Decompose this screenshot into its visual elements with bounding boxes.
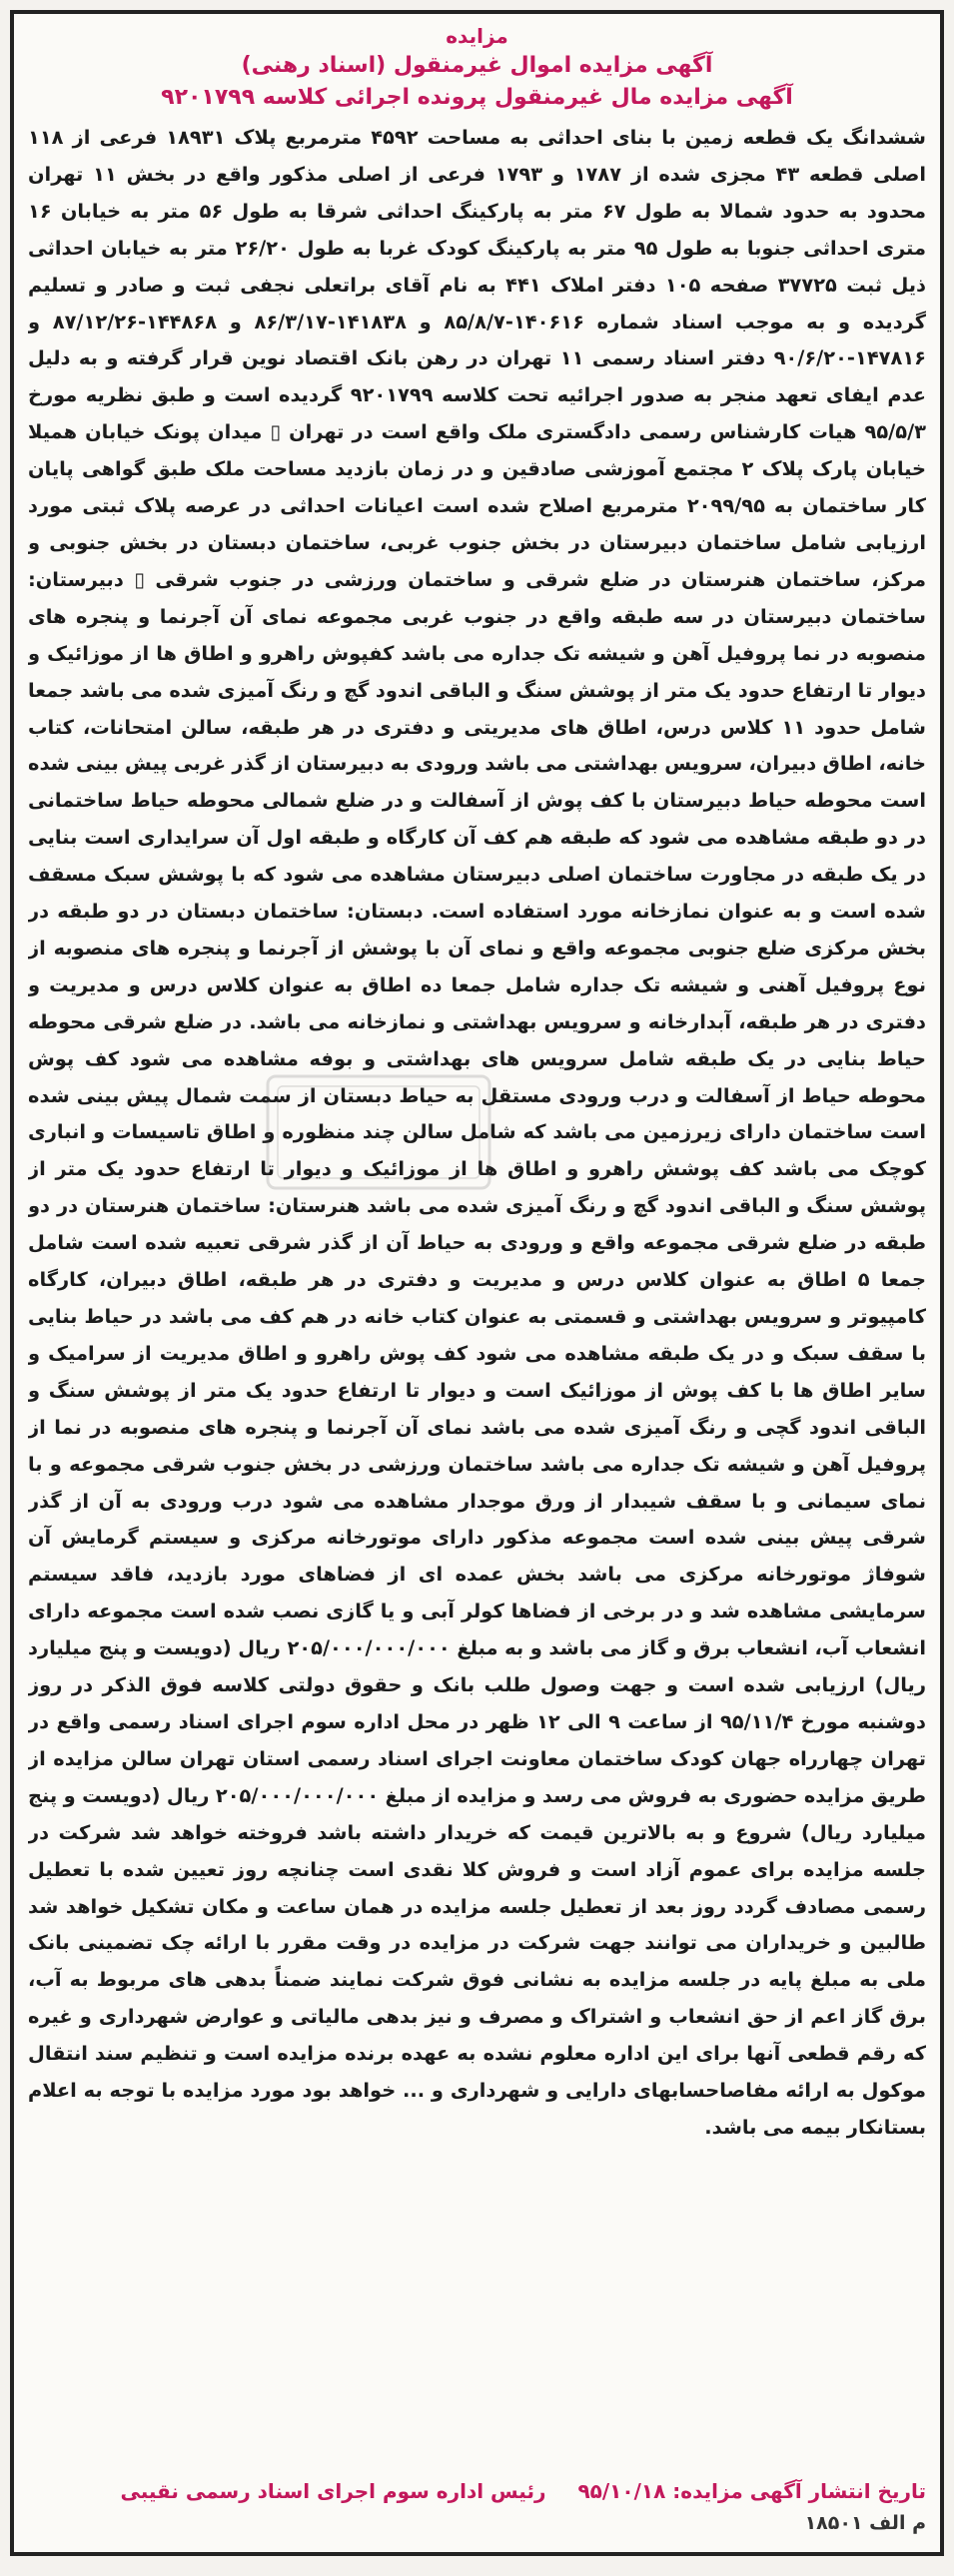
signature: رئیس اداره سوم اجرای اسناد رسمی نقیبی bbox=[120, 2479, 546, 2503]
notice-title: مزایده bbox=[446, 24, 508, 48]
publish-label: تاریخ انتشار آگهی مزایده: bbox=[672, 2479, 926, 2503]
notice-footer bbox=[28, 2474, 926, 2538]
notice-header bbox=[28, 22, 926, 114]
notice-page bbox=[10, 10, 944, 2556]
case-number-line: آگهی مزایده مال غیرمنقول پرونده اجرائی کلاسه ۹۲۰۱۷۹۹ bbox=[161, 85, 793, 110]
ad-code: م الف ۱۸۵۰۱ bbox=[804, 2512, 926, 2534]
notice-body: ششدانگ یک قطعه زمین با بنای احداثی به مساحت ۴۵۹۲ مترمربع پلاک ۱۸۹۳۱ فرعی از ۱۱۸ اصلی قطعه ۴۳ مجزی شده از ۱۷۸۷ و ۱۷۹۳ فرعی از اصلی مذکور واقع در بخش ۱۱ تهران محدود به حدود شمالا به طول ۶۷ متر به پارکینگ احداثی شرقا به طول ۵۶ متر به خیابان ۱۶ متری احداثی جنوبا به طول ۹۵ متر به پارکینگ کودک غربا به طول ۲۶/۲۰ متر به خیابان احداثی ذیل ثبت ۳۷۷۲۵ صفحه ۱۰۵ دفتر املاک ۴۴۱ به نام آقای براتعلی نجفی ثبت و صادر و تسلیم گردیده و به موجب اسناد شماره ۱۴۰۶۱۶-۸۵/۸/۷ و ۱۴۱۸۳۸-۸۶/۳/۱۷ و ۱۴۴۸۶۸-۸۷/۱۲/۲۶ و ۱۴۷۸۱۶-۹۰/۶/۲۰ دفتر اسناد رسمی ۱۱ تهران در رهن بانک اقتصاد نوین قرار گرفته و به دلیل عدم ایفای تعهد منجر به صدور اجرائیه تحت کلاسه ۹۲۰۱۷۹۹ گردیده است و طبق نظریه مورخ ۹۵/۵/۳ هیات کارشناس رسمی دادگستری ملک واقع است در تهران ▯ میدان پونک خیابان همیلا خیابان پارک پلاک ۲ مجتمع آموزشی صادقین و در زمان بازدید مساحت ملک طبق گواهی پایان کار ساختمان به ۲۰۹۹/۹۵ مترمربع اصلاح شده است اعیانات احداثی در عرصه پلاک ثبتی مورد ارزیابی شامل ساختمان دبیرستان در بخش جنوب غربی، ساختمان دبستان در بخش جنوبی و مرکز، ساختمان هنرستان در ضلع شرقی و ساختمان ورزشی در جنوب شرقی ▯ دبیرستان: ساختمان دبیرستان در سه طبقه واقع در جنوب غربی مجموعه نمای آن آجرنما و پنجره های منصوبه در نما پروفیل آهن و شیشه تک جداره می باشد کفپوش راهرو و اطاق ها از موزائیک و دیوار تا ارتفاع حدود یک متر از پوشش سنگ و الباقی اندود گچ و رنگ آمیزی شده می باشد جمعا شامل حدود ۱۱ کلاس درس، اطاق های مدیریتی و دفتری در هر طبقه، سالن امتحانات، کتاب خانه، اطاق دبیران، سرویس بهداشتی می باشد ورودی به دبیرستان از گذر غربی پیش بینی شده است محوطه حیاط دبیرستان با کف پوش از آسفالت و در ضلع شمالی محوطه حیاط ساختمانی در دو طبقه مشاهده می شود که طبقه هم کف آن کارگاه و طبقه اول آن سرایداری است بنایی در یک طبقه در مجاورت ساختمان اصلی دبیرستان مشاهده می شود که با پوشش سبک مسقف شده است و به عنوان نمازخانه مورد استفاده است. دبستان: ساختمان دبستان در دو طبقه در بخش مرکزی ضلع جنوبی مجموعه واقع و نمای آن با پوشش از آجرنما و پنجره های منصوبه از نوع پروفیل آهنی و شیشه تک جداره شامل جمعا ده اطاق به عنوان کلاس درس و مدیریت و دفتری در هر طبقه، آبدارخانه و سرویس بهداشتی و نمازخانه می باشد. در ضلع شرقی محوطه حیاط بنایی در یک طبقه شامل سرویس های بهداشتی و بوفه مشاهده می شود کف پوش محوطه حیاط از آسفالت و درب ورودی مستقل به حیاط دبستان از سمت شمال پیش بینی شده است ساختمان دارای زیرزمین می باشد که شامل سالن چند منظوره و اطاق تاسیسات و انباری کوچک می باشد کف پوشش راهرو و اطاق ها از موزائیک و دیوار تا ارتفاع حدود یک متر از پوشش سنگ و الباقی اندود گچ و رنگ آمیزی شده می باشد هنرستان: ساختمان هنرستان در دو طبقه در ضلع شرقی مجموعه واقع و ورودی به حیاط آن از گذر شرقی تعبیه شده است شامل جمعا ۵ اطاق به عنوان کلاس درس و مدیریت و دفتری در هر طبقه، اطاق دبیران، کارگاه کامپیوتر و سرویس بهداشتی و قسمتی به عنوان کتاب خانه در هم کف می باشد در حیاط بنایی با سقف سبک و در یک طبقه مشاهده می شود کف پوش راهرو و اطاق مدیریت از سرامیک و سایر اطاق ها با کف پوش از موزائیک است و دیوار تا ارتفاع حدود یک متر از پوشش سنگ و الباقی اندود گچی و رنگ آمیزی شده می باشد نمای آن آجرنما و پنجره های منصوبه در نما از پروفیل آهن و شیشه تک جداره می باشد ساختمان ورزشی در بخش جنوب شرقی مجموعه و با نمای سیمانی و با سقف شیبدار از ورق موجدار مشاهده می شود درب ورودی به آن از گذر شرقی پیش بینی شده است مجموعه مذکور دارای موتورخانه مرکزی و سیستم گرمایش آن شوفاژ موتورخانه مرکزی می باشد بخش عمده ای از فضاهای مورد بازدید، فاقد سیستم سرمایشی مشاهده شد و در برخی از فضاها کولر آبی و یا گازی نصب شده است مجموعه دارای انشعاب آب، انشعاب برق و گاز می باشد و به مبلغ ۲۰۵/۰۰۰/۰۰۰/۰۰۰ ریال (دویست و پنج میلیارد ریال) ارزیابی شده است و جهت وصول طلب بانک و حقوق دولتی کلاسه فوق الذکر در روز دوشنبه مورخ ۹۵/۱۱/۴ از ساعت ۹ الی ۱۲ ظهر در محل اداره سوم اجرای اسناد رسمی واقع در تهران چهارراه جهان کودک ساختمان معاونت اجرای اسناد رسمی استان تهران سالن مزایده از طریق مزایده حضوری به فروش می رسد و مزایده از مبلغ ۲۰۵/۰۰۰/۰۰۰/۰۰۰ ریال (دویست و پنج میلیارد ریال) شروع و به بالاترین قیمت که خریدار داشته باشد فروخته خواهد شد شرکت در جلسه مزایده برای عموم آزاد است و فروش کلا نقدی است چنانچه روز تعیین شده با تعطیل رسمی مصادف گردد روز بعد از تعطیل جلسه مزایده در همان ساعت و مکان تشکیل خواهد شد طالبین و خریداران می توانند جهت شرکت در مزایده در وقت مقرر با ارائه چک تضمینی بانک ملی به مبلغ پایه در جلسه مزایده به نشانی فوق شرکت نمایند ضمناً بدهی های مربوط به آب، برق گاز اعم از حق انشعاب و اشتراک و مصرف و نیز بدهی مالیاتی و عوارض شهرداری و غیره که رقم قطعی آنها برای این اداره معلوم نشده به عهده برنده مزایده است و تنظیم سند انتقال موکول به ارائه مفاصاحسابهای دارایی و شهرداری و ... خواهد بود مورد مزایده با توجه به اعلام بستانکار بیمه می باشد. bbox=[28, 126, 926, 2139]
notice-subtitle: آگهی مزایده اموال غیرمنقول (اسناد رهنی) bbox=[241, 53, 713, 78]
publish-line bbox=[28, 2474, 926, 2508]
publish-date: ۹۵/۱۰/۱۸ bbox=[577, 2479, 666, 2503]
